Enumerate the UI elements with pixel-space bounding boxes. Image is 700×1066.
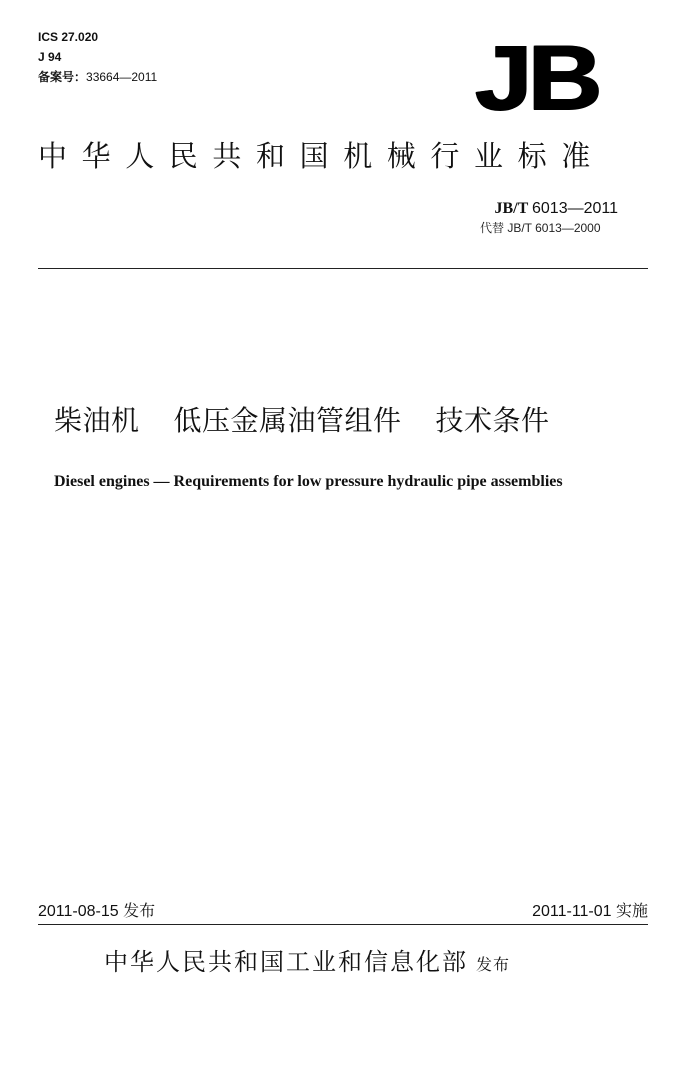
document-title-en: Diesel engines — Requirements for low pressure hydraulic pipe assemblies [54,473,563,490]
title-cn-part1: 柴油机 [54,404,140,437]
publisher-name: 中华人民共和国工业和信息化部 [104,948,468,976]
standard-code [495,200,619,218]
issue-date: 2011-08-15 发布 [38,903,156,920]
replaces-note: 代替 JB/T 6013—2000 [480,221,601,235]
ccs-code: J 94 [38,50,62,64]
filing-label: 备案号： [38,70,87,84]
title-cn-part2: 低压金属油管组件 [173,404,402,437]
ics-code: ICS 27.020 [38,30,99,44]
publisher-line [104,946,510,981]
publisher-action: 发布 [476,955,511,974]
document-title-cn [54,403,550,439]
title-cn-part3: 技术条件 [435,404,550,437]
effective-date: 2011-11-01 实施 [532,903,648,920]
standard-prefix: JB/T [494,200,528,217]
jb-logo: JB [474,27,597,129]
filing-value: 33664—2011 [86,70,158,84]
footer-divider [38,924,648,925]
standard-type-heading: 中华人民共和国机械行业标准 [38,139,605,173]
filing-number [38,70,157,84]
header-divider [38,268,648,269]
standard-number: 6013—2011 [532,200,618,217]
